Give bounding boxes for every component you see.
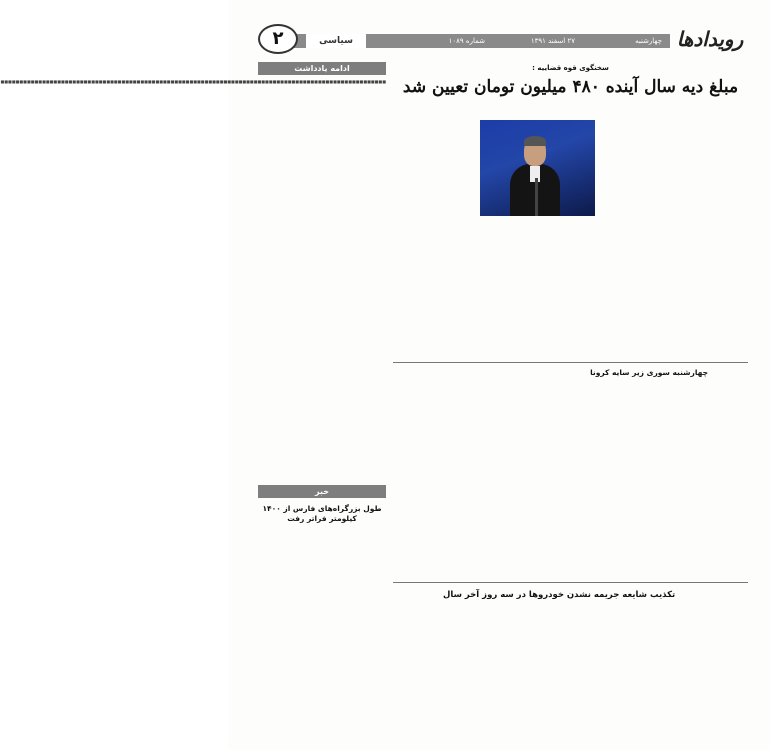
header-date: ۲۷ اسفند ۱۳۹۱ (530, 37, 575, 45)
newspaper-logo: رویدادها (676, 27, 744, 51)
page-header (258, 24, 750, 54)
spokesman-photo (480, 120, 595, 216)
sidebar-body: ■■■■■■■■■■■■■■■■■■■■■■■■■■■■■■■■■■■■■■■■■■■■■■■■■■■■■■■■■■■■■■■■■■■■■■■■■■■■■■■■■■■■■■■■■■■■■■■■■■■■■■ (0, 79, 386, 84)
divider (393, 582, 748, 583)
main-column (393, 62, 748, 600)
third-headline: تکذیب شایعه جریمه نشدن خودروها در سه روز آخر سال (443, 590, 676, 600)
sidebar-news-bar: خبر (258, 485, 386, 498)
lead-kicker: سخنگوی قوه قضاییه : (532, 64, 609, 72)
header-day: چهارشنبه (635, 37, 662, 45)
sidebar-title: ادامه یادداشت (258, 62, 386, 75)
second-headline: چهارشنبه سوری زیر سایه کرونا (590, 368, 708, 377)
page-number: ۲ (258, 24, 298, 54)
microphone (535, 178, 538, 216)
sidebar-news-headline: طول بزرگراه‌های فارس از ۱۴۰۰ کیلومتر فراتر رفت (262, 504, 382, 523)
lead-headline: مبلغ دیه سال آینده ۴۸۰ میلیون تومان تعیین شد (402, 77, 739, 97)
header-issue: شماره ۱۰۸۹ (448, 37, 485, 45)
section-name: سیاسی (306, 34, 366, 48)
sidebar (0, 62, 386, 742)
divider (393, 362, 748, 363)
